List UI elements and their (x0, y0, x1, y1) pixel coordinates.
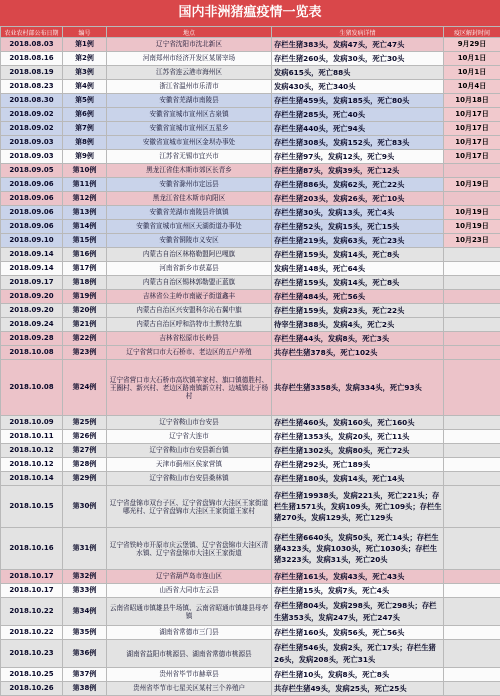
row-number: 第3例 (63, 66, 107, 80)
row-date: 2018.09.17 (1, 276, 63, 290)
row-situation: 存栏生猪460头，发病160头，死亡160头 (272, 416, 444, 430)
table-row (1, 528, 500, 570)
row-number: 第13例 (63, 206, 107, 220)
row-date: 2018.08.16 (1, 52, 63, 66)
row-date: 2018.09.06 (1, 206, 63, 220)
row-number: 第28例 (63, 458, 107, 472)
row-lift-date: 10月17日 (444, 122, 500, 136)
row-situation: 存栏生猪161头，发病43头，死亡43头 (272, 570, 444, 584)
row-number: 第16例 (63, 248, 107, 262)
row-date: 2018.10.22 (1, 598, 63, 626)
table-row (1, 262, 500, 276)
row-date: 2018.09.02 (1, 122, 63, 136)
row-date: 2018.09.14 (1, 262, 63, 276)
row-date: 2018.09.20 (1, 290, 63, 304)
row-situation: 存栏生猪219头，发病63头，死亡23头 (272, 234, 444, 248)
table-row (1, 458, 500, 472)
table-row (1, 346, 500, 360)
row-situation: 共存栏生猪49头，发病25头，死亡25头 (272, 682, 444, 696)
row-lift-date: 10月17日 (444, 136, 500, 150)
table-row (1, 318, 500, 332)
row-situation: 存栏生猪87头，发病39头，死亡12头 (272, 164, 444, 178)
row-situation: 存栏生猪285头，死亡40头 (272, 108, 444, 122)
row-number: 第8例 (63, 136, 107, 150)
row-situation: 存栏生猪1302头，发病80头，死亡72头 (272, 444, 444, 458)
row-situation: 存栏生猪44头，发病8头，死亡3头 (272, 332, 444, 346)
row-date: 2018.10.17 (1, 570, 63, 584)
row-situation: 存栏生猪19938头，发病221头，死亡221头；存栏生猪1571头，发病109头，死亡109头；存栏生猪270头，发病129头，死亡129头 (272, 486, 444, 528)
row-lift-date (444, 332, 500, 346)
row-situation: 共存栏生猪3358头，发病334头，死亡93头 (272, 360, 444, 416)
row-lift-date: 10月17日 (444, 108, 500, 122)
row-lift-date (444, 584, 500, 598)
row-date: 2018.10.26 (1, 682, 63, 696)
row-location: 内蒙古自治区锡林郭勒盟正蓝旗 (107, 276, 272, 290)
row-situation: 共存栏生猪378头，死亡102头 (272, 346, 444, 360)
row-lift-date: 10月4日 (444, 80, 500, 94)
row-date: 2018.09.03 (1, 136, 63, 150)
row-situation: 存栏生猪440头，死亡94头 (272, 122, 444, 136)
row-situation: 存栏生猪484头，死亡56头 (272, 290, 444, 304)
row-number: 第22例 (63, 332, 107, 346)
row-date: 2018.09.02 (1, 108, 63, 122)
row-number: 第19例 (63, 290, 107, 304)
row-situation: 存栏生猪260头，发病30头，死亡30头 (272, 52, 444, 66)
row-date: 2018.09.28 (1, 332, 63, 346)
row-number: 第32例 (63, 570, 107, 584)
row-number: 第34例 (63, 598, 107, 626)
row-lift-date (444, 360, 500, 416)
table-row (1, 80, 500, 94)
row-lift-date (444, 528, 500, 570)
table-row (1, 192, 500, 206)
row-location: 辽宁省营口市大石桥市高坎镇羊家村、旗口镇德胜村、王圈村、新兴村、老边区路南镇新立村、边城镇北于杨村 (107, 360, 272, 416)
row-situation: 存栏生猪159头，发病14头，死亡8头 (272, 248, 444, 262)
row-date: 2018.10.17 (1, 584, 63, 598)
row-situation: 存栏生猪97头，发病12头，死亡9头 (272, 150, 444, 164)
row-location: 安徽省铜陵市义安区 (107, 234, 272, 248)
row-date: 2018.08.30 (1, 94, 63, 108)
row-lift-date: 10月18日 (444, 94, 500, 108)
row-situation: 存栏生猪804头，发病298头，死亡298头；存栏生猪353头，发病247头，死亡247头 (272, 598, 444, 626)
row-location: 辽宁省鞍山市台安县桑林镇 (107, 472, 272, 486)
row-lift-date (444, 626, 500, 640)
row-number: 第33例 (63, 584, 107, 598)
row-number: 第9例 (63, 150, 107, 164)
row-location: 河南省新乡市获嘉县 (107, 262, 272, 276)
row-lift-date (444, 668, 500, 682)
row-location: 辽宁省葫芦岛市连山区 (107, 570, 272, 584)
row-situation: 待宰生猪388头，发病4头，死亡2头 (272, 318, 444, 332)
header-date: 农业农村部公布日期 (1, 27, 63, 38)
row-date: 2018.10.23 (1, 640, 63, 668)
row-lift-date (444, 290, 500, 304)
row-date: 2018.09.24 (1, 318, 63, 332)
row-location: 辽宁省铁岭市开原市庆云堡镇、辽宁省盘锦市大洼区清水镇、辽宁省盘锦市大洼区王家街道 (107, 528, 272, 570)
row-lift-date: 10月23日 (444, 234, 500, 248)
table-row (1, 178, 500, 192)
row-number: 第18例 (63, 276, 107, 290)
table-row (1, 486, 500, 528)
row-number: 第30例 (63, 486, 107, 528)
row-lift-date (444, 458, 500, 472)
row-date: 2018.10.22 (1, 626, 63, 640)
row-lift-date: 9月29日 (444, 38, 500, 52)
row-location: 安徽省宣城市宣州区古泉镇 (107, 108, 272, 122)
row-situation: 发病生猪148头，死亡64头 (272, 262, 444, 276)
row-date: 2018.09.06 (1, 178, 63, 192)
table-row (1, 164, 500, 178)
row-number: 第31例 (63, 528, 107, 570)
row-number: 第12例 (63, 192, 107, 206)
row-location: 安徽省宣城市宣州区天湖街道办事处 (107, 220, 272, 234)
row-date: 2018.09.06 (1, 192, 63, 206)
row-number: 第37例 (63, 668, 107, 682)
row-lift-date (444, 472, 500, 486)
table-row (1, 444, 500, 458)
table-row (1, 682, 500, 696)
table-row (1, 94, 500, 108)
row-situation: 存栏生猪6640头，发病50头，死亡14头；存栏生猪4323头，发病1030头，死亡1030头；存栏生猪3223头，发病31头，死亡20头 (272, 528, 444, 570)
row-number: 第15例 (63, 234, 107, 248)
row-location: 天津市蓟州区侯家营镇 (107, 458, 272, 472)
table-row (1, 38, 500, 52)
row-date: 2018.10.12 (1, 458, 63, 472)
row-situation: 存栏生猪459头，发病185头，死亡80头 (272, 94, 444, 108)
row-number: 第6例 (63, 108, 107, 122)
row-location: 安徽省芜湖市南陵县 (107, 94, 272, 108)
table-row (1, 332, 500, 346)
row-date: 2018.09.10 (1, 234, 63, 248)
row-lift-date (444, 276, 500, 290)
table-row (1, 304, 500, 318)
header-number: 编号 (63, 27, 107, 38)
row-lift-date (444, 486, 500, 528)
table-row (1, 626, 500, 640)
table-row (1, 206, 500, 220)
row-date: 2018.10.25 (1, 668, 63, 682)
row-number: 第2例 (63, 52, 107, 66)
row-date: 2018.10.16 (1, 528, 63, 570)
row-lift-date (444, 430, 500, 444)
header-lift-date: 疫区解封时间 (444, 27, 500, 38)
row-number: 第21例 (63, 318, 107, 332)
table-row (1, 570, 500, 584)
row-number: 第29例 (63, 472, 107, 486)
row-date: 2018.09.20 (1, 304, 63, 318)
row-number: 第17例 (63, 262, 107, 276)
row-location: 辽宁省大连市 (107, 430, 272, 444)
row-number: 第11例 (63, 178, 107, 192)
row-situation: 存栏生猪308头，发病152头，死亡83头 (272, 136, 444, 150)
row-location: 辽宁省鞍山市台安县新台镇 (107, 444, 272, 458)
row-lift-date: 10月19日 (444, 178, 500, 192)
row-number: 第10例 (63, 164, 107, 178)
row-situation: 发病615头，死亡88头 (272, 66, 444, 80)
row-location: 吉林省公主岭市南崴子街道鑫丰 (107, 290, 272, 304)
row-number: 第23例 (63, 346, 107, 360)
row-location: 贵州省毕节市赫章县 (107, 668, 272, 682)
table-row (1, 150, 500, 164)
table-row (1, 220, 500, 234)
table-row (1, 276, 500, 290)
page-title: 国内非洲猪瘟疫情一览表 (0, 0, 500, 26)
row-lift-date (444, 640, 500, 668)
row-lift-date (444, 164, 500, 178)
table-body (1, 38, 500, 696)
table-row (1, 360, 500, 416)
row-location: 黑龙江省佳木斯市向阳区 (107, 192, 272, 206)
row-situation: 存栏生猪180头，发病14头，死亡14头 (272, 472, 444, 486)
row-number: 第36例 (63, 640, 107, 668)
row-number: 第25例 (63, 416, 107, 430)
row-location: 贵州省毕节市七星关区某村三个养殖户 (107, 682, 272, 696)
row-situation: 存栏生猪159头，发病14头，死亡8头 (272, 276, 444, 290)
row-location: 内蒙古自治区呼和浩特市土默特左旗 (107, 318, 272, 332)
row-lift-date (444, 304, 500, 318)
table-row (1, 108, 500, 122)
row-lift-date (444, 570, 500, 584)
row-situation: 存栏生猪383头，发病47头，死亡47头 (272, 38, 444, 52)
table-row (1, 122, 500, 136)
row-lift-date (444, 598, 500, 626)
table-row (1, 668, 500, 682)
row-situation: 存栏生猪52头，发病15头，死亡15头 (272, 220, 444, 234)
row-location: 安徽省宣城市宣州区金坝办事处 (107, 136, 272, 150)
row-lift-date: 10月1日 (444, 66, 500, 80)
row-date: 2018.09.05 (1, 164, 63, 178)
row-number: 第26例 (63, 430, 107, 444)
row-date: 2018.10.14 (1, 472, 63, 486)
row-number: 第5例 (63, 94, 107, 108)
row-situation: 存栏生猪886头，发病62头，死亡22头 (272, 178, 444, 192)
row-lift-date (444, 416, 500, 430)
table-row (1, 136, 500, 150)
row-situation: 存栏生猪203头，发病26头，死亡10头 (272, 192, 444, 206)
row-date: 2018.08.19 (1, 66, 63, 80)
row-lift-date (444, 318, 500, 332)
row-location: 江苏省无锡市宜兴市 (107, 150, 272, 164)
row-date: 2018.08.03 (1, 38, 63, 52)
row-location: 吉林省松原市长岭县 (107, 332, 272, 346)
table-header-row (1, 27, 500, 38)
row-location: 云南省昭通市镇雄县牛场镇、云南省昭通市镇雄县母亭镇 (107, 598, 272, 626)
row-location: 内蒙古自治区兴安盟科尔沁右翼中旗 (107, 304, 272, 318)
row-situation: 存栏生猪546头，发病2头，死亡17头；存栏生猪26头，发病208头，死亡31头 (272, 640, 444, 668)
row-location: 湖南省益阳市桃源县、湖南省常德市桃源县 (107, 640, 272, 668)
table-row (1, 584, 500, 598)
header-situation: 生猪发病详情 (272, 27, 444, 38)
row-lift-date (444, 444, 500, 458)
table-row (1, 290, 500, 304)
row-situation: 存栏生猪292头，死亡189头 (272, 458, 444, 472)
row-date: 2018.09.03 (1, 150, 63, 164)
row-number: 第24例 (63, 360, 107, 416)
row-location: 内蒙古自治区林格勒盟阿巴嘎旗 (107, 248, 272, 262)
row-lift-date (444, 248, 500, 262)
row-location: 辽宁省盘锦市双台子区、辽宁省盘锦市大洼区王家街道哪光村、辽宁省盘锦市大洼区王家街道王家村 (107, 486, 272, 528)
table-row (1, 430, 500, 444)
row-situation: 存栏生猪1353头，发病20头，死亡11头 (272, 430, 444, 444)
row-situation: 存栏生猪30头，发病13头，死亡4头 (272, 206, 444, 220)
table-row (1, 52, 500, 66)
table-row (1, 472, 500, 486)
row-lift-date: 10月17日 (444, 150, 500, 164)
row-situation: 存栏生猪159头，发病23头，死亡22头 (272, 304, 444, 318)
row-lift-date: 10月1日 (444, 52, 500, 66)
outbreak-table (0, 26, 500, 696)
row-lift-date (444, 262, 500, 276)
row-location: 山西省大同市左云县 (107, 584, 272, 598)
row-date: 2018.09.06 (1, 220, 63, 234)
row-lift-date (444, 192, 500, 206)
row-lift-date: 10月19日 (444, 220, 500, 234)
row-situation: 存栏生猪10头，发病8头，死亡8头 (272, 668, 444, 682)
row-location: 辽宁省鞍山市台安县 (107, 416, 272, 430)
row-location: 江苏省连云港市海州区 (107, 66, 272, 80)
row-location: 辽宁省沈阳市沈北新区 (107, 38, 272, 52)
row-number: 第14例 (63, 220, 107, 234)
row-location: 黑龙江省佳木斯市郊区长青乡 (107, 164, 272, 178)
row-date: 2018.10.09 (1, 416, 63, 430)
row-date: 2018.08.23 (1, 80, 63, 94)
row-date: 2018.10.08 (1, 346, 63, 360)
row-number: 第35例 (63, 626, 107, 640)
row-number: 第20例 (63, 304, 107, 318)
table-row (1, 66, 500, 80)
row-situation: 存栏生猪15头，发病7头，死亡4头 (272, 584, 444, 598)
table-row (1, 248, 500, 262)
row-date: 2018.10.12 (1, 444, 63, 458)
row-number: 第27例 (63, 444, 107, 458)
row-situation: 存栏生猪160头，发病56头，死亡56头 (272, 626, 444, 640)
table-row (1, 598, 500, 626)
row-location: 安徽省芜湖市南陵县许镇镇 (107, 206, 272, 220)
table-row (1, 640, 500, 668)
row-location: 河南郑州市经济开发区某屠宰场 (107, 52, 272, 66)
row-number: 第7例 (63, 122, 107, 136)
row-situation: 发病430头，死亡340头 (272, 80, 444, 94)
row-date: 2018.09.14 (1, 248, 63, 262)
row-lift-date (444, 346, 500, 360)
header-location: 地点 (107, 27, 272, 38)
row-date: 2018.10.11 (1, 430, 63, 444)
row-date: 2018.10.15 (1, 486, 63, 528)
row-location: 浙江省温州市乐清市 (107, 80, 272, 94)
row-location: 辽宁省营口市大石桥市、老边区的五户养殖 (107, 346, 272, 360)
row-lift-date: 10月19日 (444, 206, 500, 220)
row-number: 第1例 (63, 38, 107, 52)
row-lift-date (444, 682, 500, 696)
table-row (1, 416, 500, 430)
row-number: 第4例 (63, 80, 107, 94)
row-location: 安徽省滁州市定远县 (107, 178, 272, 192)
row-date: 2018.10.08 (1, 360, 63, 416)
row-number: 第38例 (63, 682, 107, 696)
row-location: 安徽省宣城市宣州区五星乡 (107, 122, 272, 136)
table-row (1, 234, 500, 248)
row-location: 湖南省常德市三门县 (107, 626, 272, 640)
